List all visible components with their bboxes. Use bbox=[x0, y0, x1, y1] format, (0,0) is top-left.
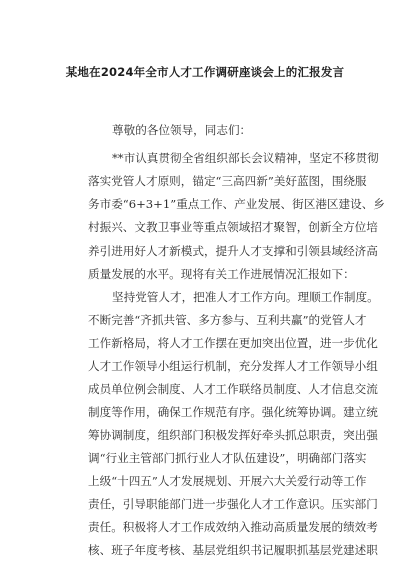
paragraph-line: 不断完善“齐抓共管、多方参与、互利共赢”的党管人才 bbox=[88, 313, 367, 327]
paragraph-line: 工作新格局，将人才工作摆在更加突出位置，进一步优化 bbox=[88, 336, 378, 350]
document-title: 某地在2024年全市人才工作调研座谈会上的汇报发言 bbox=[65, 65, 345, 79]
paragraph-line: 务市委“6+3+1”重点工作、产业发展、街区港区建设、乡 bbox=[88, 197, 385, 211]
paragraph-line: 筹协调制度，组织部门积极发挥好牵头抓总职责，突出强 bbox=[88, 428, 378, 442]
salutation: 尊敬的各位领导，同志们： bbox=[112, 123, 252, 137]
paragraph-line: 责任，引导职能部门进一步强化人才工作意识。压实部门 bbox=[88, 497, 378, 511]
paragraph-line: 人才工作领导小组运行机制，充分发挥人才工作领导小组 bbox=[88, 359, 378, 373]
paragraph-line: 制度等作用，确保工作规范有序。强化统筹协调。建立统 bbox=[88, 405, 378, 419]
paragraph-line: 坚持党管人才，把准人才工作方向。理顺工作制度。 bbox=[112, 290, 379, 304]
paragraph-line: 成员单位例会制度、人才工作联络员制度、人才信息交流 bbox=[88, 382, 378, 396]
paragraph-line: 调“行业主管部门抓行业人才队伍建设”，明确部门落实 bbox=[88, 451, 367, 465]
paragraph-line: 质量发展的水平。现将有关工作进展情况汇报如下： bbox=[88, 267, 355, 281]
paragraph-line: 村振兴、文教卫事业等重点领域招才聚智，创新全方位培 bbox=[88, 220, 378, 234]
paragraph-line: 落实党管人才原则，锚定“三高四新”美好蓝图，围绕服 bbox=[88, 174, 367, 188]
paragraph-line: 核、班子年度考核、基层党组织书记履职抓基层党建述职 bbox=[88, 543, 378, 557]
paragraph-line: 上级“十四五”人才发展规划、开展六大关爱行动等工作 bbox=[88, 474, 367, 488]
paragraph-line: 责任。积极将人才工作成效纳入推动高质量发展的绩效考 bbox=[88, 520, 378, 534]
paragraph-line: 养引进用好人才新模式，提升人才支撑和引领县域经济高 bbox=[88, 244, 378, 258]
paragraph-line: **市认真贯彻全省组织部长会议精神，坚定不移贯彻 bbox=[112, 151, 379, 165]
